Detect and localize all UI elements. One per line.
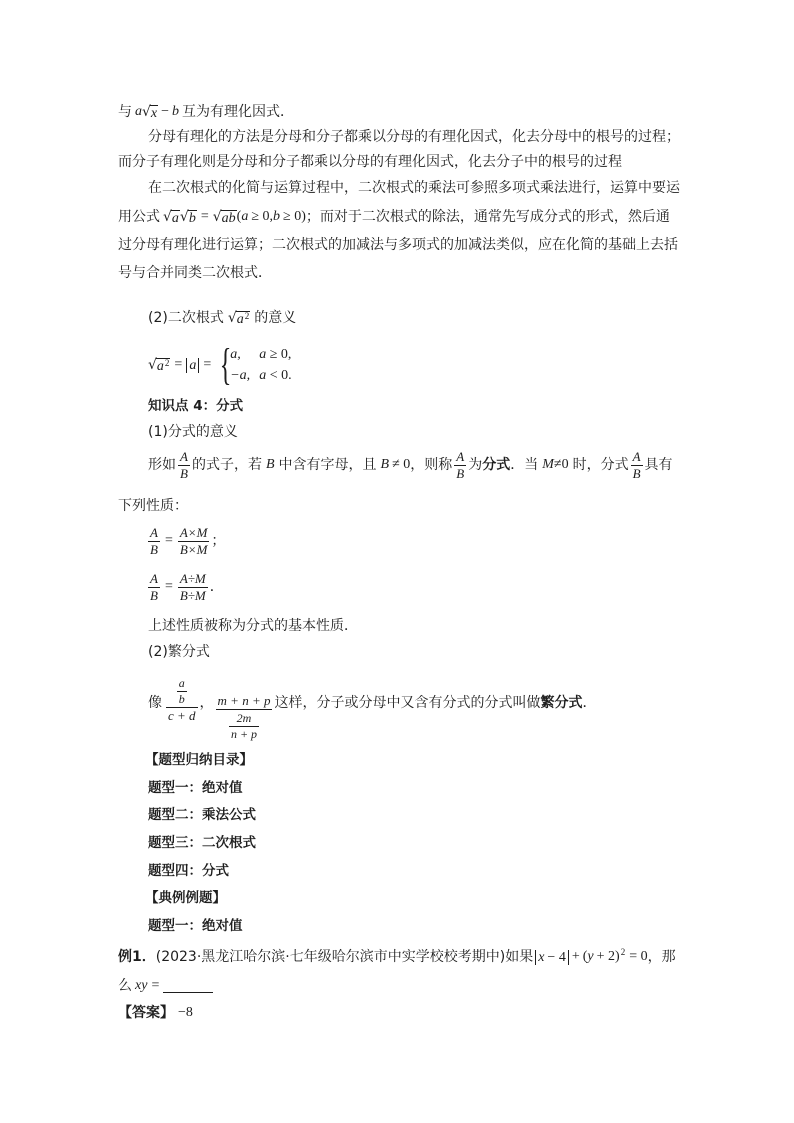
inner-denominator: b <box>178 691 185 706</box>
bold-term: 繁分式 <box>540 695 583 711</box>
punctuation: ． <box>582 695 597 711</box>
radicand-b: √ b <box>188 210 196 226</box>
denominator: c + d <box>168 707 196 723</box>
inner-numerator: 2m <box>229 712 259 727</box>
math-var-a: √ a <box>236 311 244 327</box>
text: 像 <box>148 695 162 711</box>
text: (1)分式的意义 <box>148 424 238 440</box>
paren: ( <box>236 209 242 224</box>
math-var-b: B <box>265 457 275 472</box>
text: 题型二：乘法公式 <box>148 807 256 823</box>
rationalizing-factor-line <box>118 102 294 122</box>
math-var-b: b <box>273 209 281 224</box>
paragraph-line <box>118 152 622 172</box>
text: 中含有字母，且 <box>278 457 377 473</box>
paragraph-line <box>118 496 188 516</box>
radicand <box>236 311 251 327</box>
equals-sign: = <box>203 357 212 372</box>
denominator: B <box>632 465 641 481</box>
answer-blank <box>163 979 213 993</box>
condition: ≥ 0) <box>283 209 306 224</box>
fraction-divided <box>178 572 208 603</box>
case-2-condition <box>259 365 291 386</box>
complex-fraction-definition-line <box>148 667 596 739</box>
paragraph-line <box>148 178 680 198</box>
text: 么 <box>118 978 132 994</box>
complex-fraction-example-2 <box>216 694 273 741</box>
sqrt-ab <box>213 209 237 226</box>
text: 【典例例题】 <box>145 890 226 906</box>
denominator: B <box>180 465 188 481</box>
text: (2)繁分式 <box>148 644 210 660</box>
text: 上述性质被称为分式的基本性质． <box>148 618 358 634</box>
exponent: 2 <box>164 357 170 368</box>
toc-item <box>148 861 229 881</box>
case-2-value: −a, <box>230 368 251 383</box>
denominator <box>216 710 273 741</box>
sqrt-meaning-heading <box>148 307 296 329</box>
punctuation: ； <box>211 533 226 549</box>
expression: − 4 <box>547 949 566 965</box>
example-1-line-2 <box>118 976 213 996</box>
text: ；而对于二次根式的除法，通常先写成分式的形式，然后通 <box>305 209 670 225</box>
answer-line <box>118 1003 193 1023</box>
answer-label: 【答案】 <box>118 1005 174 1021</box>
toc-heading <box>145 750 253 770</box>
text: ．当 <box>510 457 539 473</box>
answer-value: −8 <box>178 1005 193 1020</box>
piecewise-cases <box>230 344 291 386</box>
condition: ≥ 0, <box>269 347 292 362</box>
text: 下列性质： <box>118 498 188 514</box>
left-brace <box>220 343 227 387</box>
text: 在二次根式的化简与运算过程中，二次根式的乘法可参照多项式乘法进行，运算中要运 <box>148 180 680 196</box>
text: ，则称 <box>410 457 453 473</box>
sqrt-a-squared <box>148 357 170 374</box>
text: 时，分式 <box>572 457 629 473</box>
math-var-x: x <box>538 949 545 965</box>
exponent: 2 <box>620 947 626 957</box>
denominator: B <box>150 587 158 603</box>
examples-heading <box>145 888 226 908</box>
radicand-x: √ x <box>150 105 158 121</box>
numerator: A <box>150 570 158 586</box>
sqrt-abs-piecewise-formula <box>148 342 292 388</box>
sqrt-a-squared <box>228 310 250 327</box>
math-var-y: y <box>587 949 594 964</box>
text: 分母有理化的方法是分母和分子都乘以分母的有理化因式，化去分母中的根号的过程； <box>148 129 680 145</box>
condition: ≠ 0 <box>392 457 411 472</box>
math-var-a: √ a <box>156 358 164 374</box>
paragraph-line <box>148 616 358 636</box>
equation-rhs: = 0 <box>629 949 648 964</box>
math-var-xy: xy <box>135 978 148 993</box>
complex-fraction-example-1 <box>166 676 198 723</box>
toc-item <box>148 805 256 825</box>
fraction-multiplied <box>178 526 210 557</box>
text: 与 <box>118 104 132 120</box>
paragraph-line <box>118 235 678 255</box>
condition: ≠0 <box>553 457 569 472</box>
numerator: A <box>180 448 188 464</box>
text: (2)二次根式 <box>148 310 224 326</box>
math-var-b: b <box>172 104 180 119</box>
text: 知识点 4：分式 <box>148 398 244 414</box>
paragraph-line <box>118 263 272 283</box>
text: 题型一：绝对值 <box>148 918 243 934</box>
example-1-line <box>118 945 676 969</box>
numerator: A <box>456 448 465 464</box>
denominator: B÷M <box>179 587 206 603</box>
condition: ≥ 0, <box>251 209 274 224</box>
punctuation: ． <box>209 579 224 595</box>
text: 题型三：二次根式 <box>148 835 256 851</box>
toc-item <box>148 778 243 798</box>
subheading <box>148 422 238 442</box>
sqrt-product-formula-line <box>118 206 670 228</box>
text: 形如 <box>148 457 176 473</box>
exponent: 2 <box>244 310 250 321</box>
absolute-value-expression <box>535 950 569 965</box>
text: 号与合并同类二次根式． <box>118 265 272 281</box>
fraction-property-divide <box>148 570 224 604</box>
numerator: A×M <box>179 524 208 540</box>
subheading <box>148 642 210 662</box>
text: 过分母有理化进行运算；二次根式的加减法与多项式的加减法类似，应在化简的基础上去括 <box>118 237 678 253</box>
text: 具有 <box>644 457 673 473</box>
fraction-a-over-b <box>148 526 160 557</box>
math-var-a: a <box>241 209 249 224</box>
case-1-value: a, <box>230 347 241 362</box>
denominator: B <box>150 541 158 557</box>
text: 为 <box>468 457 483 473</box>
punctuation: ， <box>199 695 214 711</box>
text: 的意义 <box>254 310 297 326</box>
equals-sign: = <box>200 209 209 224</box>
minus-sign: − <box>161 104 170 119</box>
text: 而分子有理化则是分母和分子都乘以分母的有理化因式，化去分子中的根号的过程 <box>118 154 622 170</box>
text: 【题型归纳目录】 <box>145 752 253 768</box>
fraction-a-over-b <box>148 572 160 603</box>
inner-fraction <box>177 677 187 706</box>
text: 互为有理化因式． <box>182 104 295 120</box>
math-var-a: a <box>135 104 142 119</box>
plus-sign: + <box>571 949 580 964</box>
expression: + 2) <box>596 949 620 964</box>
case-1-condition <box>259 344 291 365</box>
text: ，那 <box>647 949 676 965</box>
radicand-ab: √ ab <box>221 210 236 226</box>
math-var-a: a <box>259 347 267 362</box>
radicand <box>156 358 171 374</box>
text: 的式子，若 <box>191 457 262 473</box>
inner-numerator: a <box>178 675 185 690</box>
text: 用公式 <box>118 209 160 225</box>
sqrt-b <box>180 209 197 226</box>
absolute-value-a: a <box>186 358 199 373</box>
equals-sign: = <box>174 357 183 372</box>
fraction-a-over-b <box>178 450 190 481</box>
equals-sign: = <box>164 533 173 548</box>
sqrt-x <box>142 104 158 121</box>
condition: < 0. <box>269 368 292 383</box>
radicand-a: √ a <box>171 210 179 226</box>
inner-denominator: n + p <box>230 726 258 741</box>
text: 这样，分子或分母中又含有分式的分式叫做 <box>274 695 541 711</box>
question-type-heading <box>148 916 243 936</box>
numerator: A÷M <box>179 570 206 586</box>
knowledge-point-heading <box>148 396 243 416</box>
toc-item <box>148 833 256 853</box>
inner-fraction <box>229 712 259 741</box>
numerator <box>166 676 198 708</box>
numerator: A <box>632 448 641 464</box>
math-var-b: B <box>380 457 390 472</box>
example-source: (2023·黑龙江哈尔滨·七年级哈尔滨市中实学校校考期中)如果 <box>155 949 534 965</box>
fraction-a-over-b <box>631 450 643 481</box>
numerator: m + n + p <box>217 692 271 708</box>
paragraph-line <box>148 127 680 147</box>
text: 题型四：分式 <box>148 863 229 879</box>
fraction-a-over-b <box>454 450 466 481</box>
text: 题型一：绝对值 <box>148 780 243 796</box>
denominator: B <box>456 465 465 481</box>
math-var-m: M <box>542 457 554 472</box>
sqrt-a <box>163 209 180 226</box>
denominator: B×M <box>179 541 208 557</box>
numerator: A <box>150 524 158 540</box>
equals-sign: = <box>164 579 173 594</box>
bold-term: 分式 <box>482 457 511 473</box>
math-var-a: a <box>259 368 267 383</box>
paren: ( <box>582 949 588 964</box>
fraction-property-multiply <box>148 524 225 558</box>
fraction-definition-line <box>148 448 673 482</box>
example-label: 例1． <box>118 949 156 965</box>
equals-sign: = <box>151 978 160 993</box>
